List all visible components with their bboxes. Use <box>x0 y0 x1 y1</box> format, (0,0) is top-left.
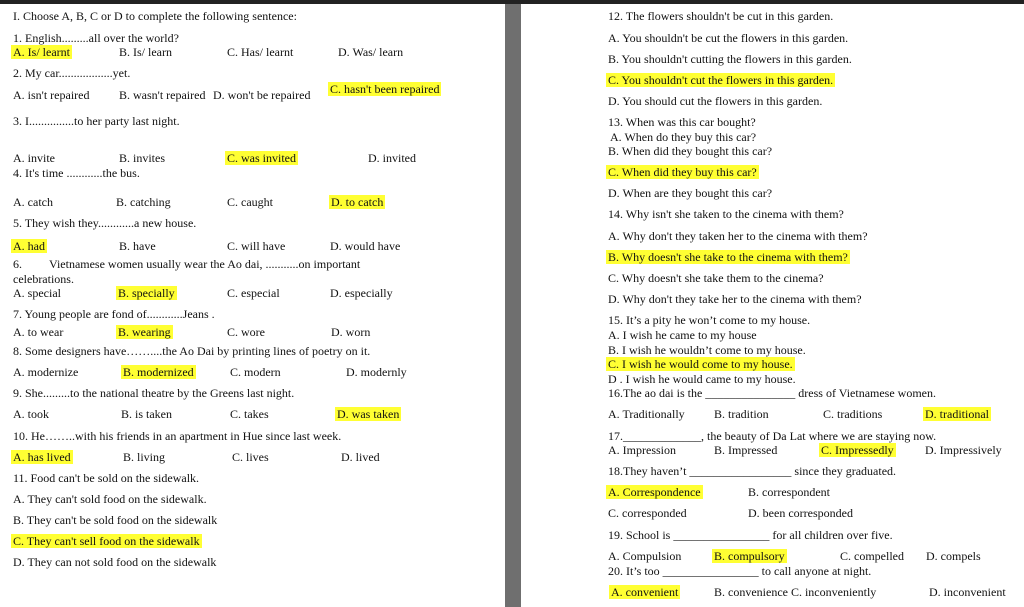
question-19-option-b-answer: B. compulsory <box>714 549 785 563</box>
question-14-option-d: D. Why don't they take her to the cinema with them? <box>608 292 862 306</box>
question-20-option-a-answer: A. convenient <box>611 585 679 599</box>
question-9-option-b: B. is taken <box>121 407 172 421</box>
question-9-stem: 9. She.........to the national theatre by the Greens last night. <box>13 386 295 400</box>
question-12-option-c-answer: C. You shouldn't cut the flowers in this garden. <box>608 73 834 87</box>
question-7-stem: 7. Young people are fond of............Jeans . <box>13 307 215 321</box>
question-6-option-a: A. special <box>13 286 61 300</box>
question-5-option-d: D. would have <box>330 239 401 253</box>
question-7-option-b-answer: B. wearing <box>118 325 171 339</box>
question-18-option-b: B. correspondent <box>748 485 830 499</box>
question-9-option-c: C. takes <box>230 407 269 421</box>
question-7-option-c: C. wore <box>227 325 265 339</box>
question-18-option-a-answer: A. Correspondence <box>608 485 701 499</box>
question-5-option-c: C. will have <box>227 239 286 253</box>
question-2-option-c-answer: C. hasn't been repaired <box>330 82 440 96</box>
question-19-option-d: D. compels <box>926 549 981 563</box>
question-2-option-d: D. won't be repaired <box>213 88 311 102</box>
left-page <box>0 4 505 607</box>
question-20-options-b-c: B. convenience C. inconveniently <box>714 585 877 599</box>
question-12-option-a: A. You shouldn't be cut the flowers in this garden. <box>608 31 849 45</box>
question-1-option-b: B. Is/ learn <box>119 45 172 59</box>
question-6-option-c: C. especial <box>227 286 280 300</box>
question-3-option-b: B. invites <box>119 151 166 165</box>
question-20-stem: 20. It’s too ________________ to call anyone at night. <box>608 564 872 578</box>
question-6-stem: Vietnamese women usually wear the Ao dai, ...........on important <box>49 257 361 271</box>
question-14-option-b-answer: B. Why doesn't she take to the cinema with them? <box>608 250 848 264</box>
question-8-option-c: C. modern <box>230 365 281 379</box>
question-10-stem: 10. He……..with his friends in an apartment in Hue since last week. <box>13 429 342 443</box>
question-1-stem: 1. English.........all over the world? <box>13 31 179 45</box>
question-13-option-a: A. When do they buy this car? <box>610 130 757 144</box>
question-14-option-a: A. Why don't they taken her to the cinema with them? <box>608 229 868 243</box>
question-7-option-d: D. worn <box>331 325 371 339</box>
question-3-stem: 3. I...............to her party last night. <box>13 114 180 128</box>
question-14-stem: 14. Why isn't she taken to the cinema with them? <box>608 207 844 221</box>
question-11-option-c-answer: C. They can't sell food on the sidewalk <box>13 534 200 548</box>
question-4-stem: 4. It's time ............the bus. <box>13 166 140 180</box>
question-8-option-a: A. modernize <box>13 365 79 379</box>
question-12-option-d: D. You should cut the flowers in this garden. <box>608 94 823 108</box>
question-10-option-c: C. lives <box>232 450 269 464</box>
question-2-option-a: A. isn't repaired <box>13 88 90 102</box>
question-1-option-c: C. Has/ learnt <box>227 45 294 59</box>
question-11-stem: 11. Food can't be sold on the sidewalk. <box>13 471 200 485</box>
question-11-option-a: A. They can't sold food on the sidewalk. <box>13 492 207 506</box>
question-6-number: 6. <box>13 257 22 271</box>
question-1-option-a-answer: A. Is/ learnt <box>13 45 70 59</box>
question-3-option-a: A. invite <box>13 151 55 165</box>
question-5-stem: 5. They wish they............a new house. <box>13 216 197 230</box>
question-8-stem: 8. Some designers have……....the Ao Dai by printing lines of poetry on it. <box>13 344 371 358</box>
question-16-option-c: C. traditions <box>823 407 883 421</box>
question-7-option-a: A. to wear <box>13 325 64 339</box>
question-15-option-d: D . I wish he would came to my house. <box>608 372 796 386</box>
question-16-stem: 16.The ao dai is the _______________ dress of Vietnamese women. <box>608 386 936 400</box>
question-15-option-c-answer: C. I wish he would come to my house. <box>608 357 793 371</box>
question-4-option-a: A. catch <box>13 195 53 209</box>
question-17-option-d: D. Impressively <box>925 443 1002 457</box>
question-5-option-a-answer: A. had <box>13 239 45 253</box>
question-2-stem: 2. My car..................yet. <box>13 66 131 80</box>
question-15-option-a: A. I wish he came to my house <box>608 328 757 342</box>
question-19-option-a: A. Compulsion <box>608 549 682 563</box>
question-16-option-a: A. Traditionally <box>608 407 685 421</box>
question-15-option-b: B. I wish he wouldn’t come to my house. <box>608 343 806 357</box>
question-10-option-d: D. lived <box>341 450 380 464</box>
question-6-option-d: D. especially <box>330 286 393 300</box>
question-18-option-c: C. corresponded <box>608 506 687 520</box>
question-4-option-b: B. catching <box>116 195 171 209</box>
question-12-option-b: B. You shouldn't cutting the flowers in this garden. <box>608 52 852 66</box>
question-3-option-d: D. invited <box>368 151 416 165</box>
question-13-option-d: D. When are they bought this car? <box>608 186 773 200</box>
question-19-stem: 19. School is ________________ for all children over five. <box>608 528 893 542</box>
question-15-stem: 15. It’s a pity he won’t come to my house. <box>608 313 811 327</box>
question-10-option-b: B. living <box>123 450 166 464</box>
question-13-stem: 13. When was this car bought? <box>608 115 756 129</box>
question-6-option-b-answer: B. specially <box>118 286 175 300</box>
right-page <box>521 4 1024 607</box>
question-10-option-a-answer: A. has lived <box>13 450 71 464</box>
question-8-option-d: D. modernly <box>346 365 407 379</box>
question-12-stem: 12. The flowers shouldn't be cut in this garden. <box>608 9 834 23</box>
question-5-option-b: B. have <box>119 239 156 253</box>
question-17-stem: 17._____________, the beauty of Da Lat where we are staying now. <box>608 429 937 443</box>
question-17-option-a: A. Impression <box>608 443 676 457</box>
question-2-option-b: B. wasn't repaired <box>119 88 206 102</box>
question-8-option-b-answer: B. modernized <box>123 365 194 379</box>
question-1-option-d: D. Was/ learn <box>338 45 404 59</box>
question-17-option-b: B. Impressed <box>714 443 778 457</box>
question-18-stem: 18.They haven’t _________________ since they graduated. <box>608 464 897 478</box>
question-13-option-b: B. When did they bought this car? <box>608 144 773 158</box>
question-14-option-c: C. Why doesn't she take them to the cinema? <box>608 271 824 285</box>
question-9-option-d-answer: D. was taken <box>337 407 400 421</box>
question-6-stem-continued: celebrations. <box>13 272 74 286</box>
question-20-option-d: D. inconvenient <box>929 585 1006 599</box>
section-heading: I. Choose A, B, C or D to complete the following sentence: <box>13 9 297 23</box>
question-4-option-c: C. caught <box>227 195 273 209</box>
question-4-option-d-answer: D. to catch <box>331 195 384 209</box>
question-16-option-b: B. tradition <box>714 407 769 421</box>
question-13-option-c-answer: C. When did they buy this car? <box>608 165 757 179</box>
question-11-option-b: B. They can't be sold food on the sidewalk <box>13 513 218 527</box>
question-9-option-a: A. took <box>13 407 49 421</box>
question-17-option-c-answer: C. Impressedly <box>821 443 894 457</box>
question-11-option-d: D. They can not sold food on the sidewalk <box>13 555 217 569</box>
question-18-option-d: D. been corresponded <box>748 506 853 520</box>
question-3-option-c-answer: C. was invited <box>227 151 296 165</box>
question-19-option-c: C. compelled <box>840 549 904 563</box>
question-16-option-d-answer: D. traditional <box>925 407 989 421</box>
